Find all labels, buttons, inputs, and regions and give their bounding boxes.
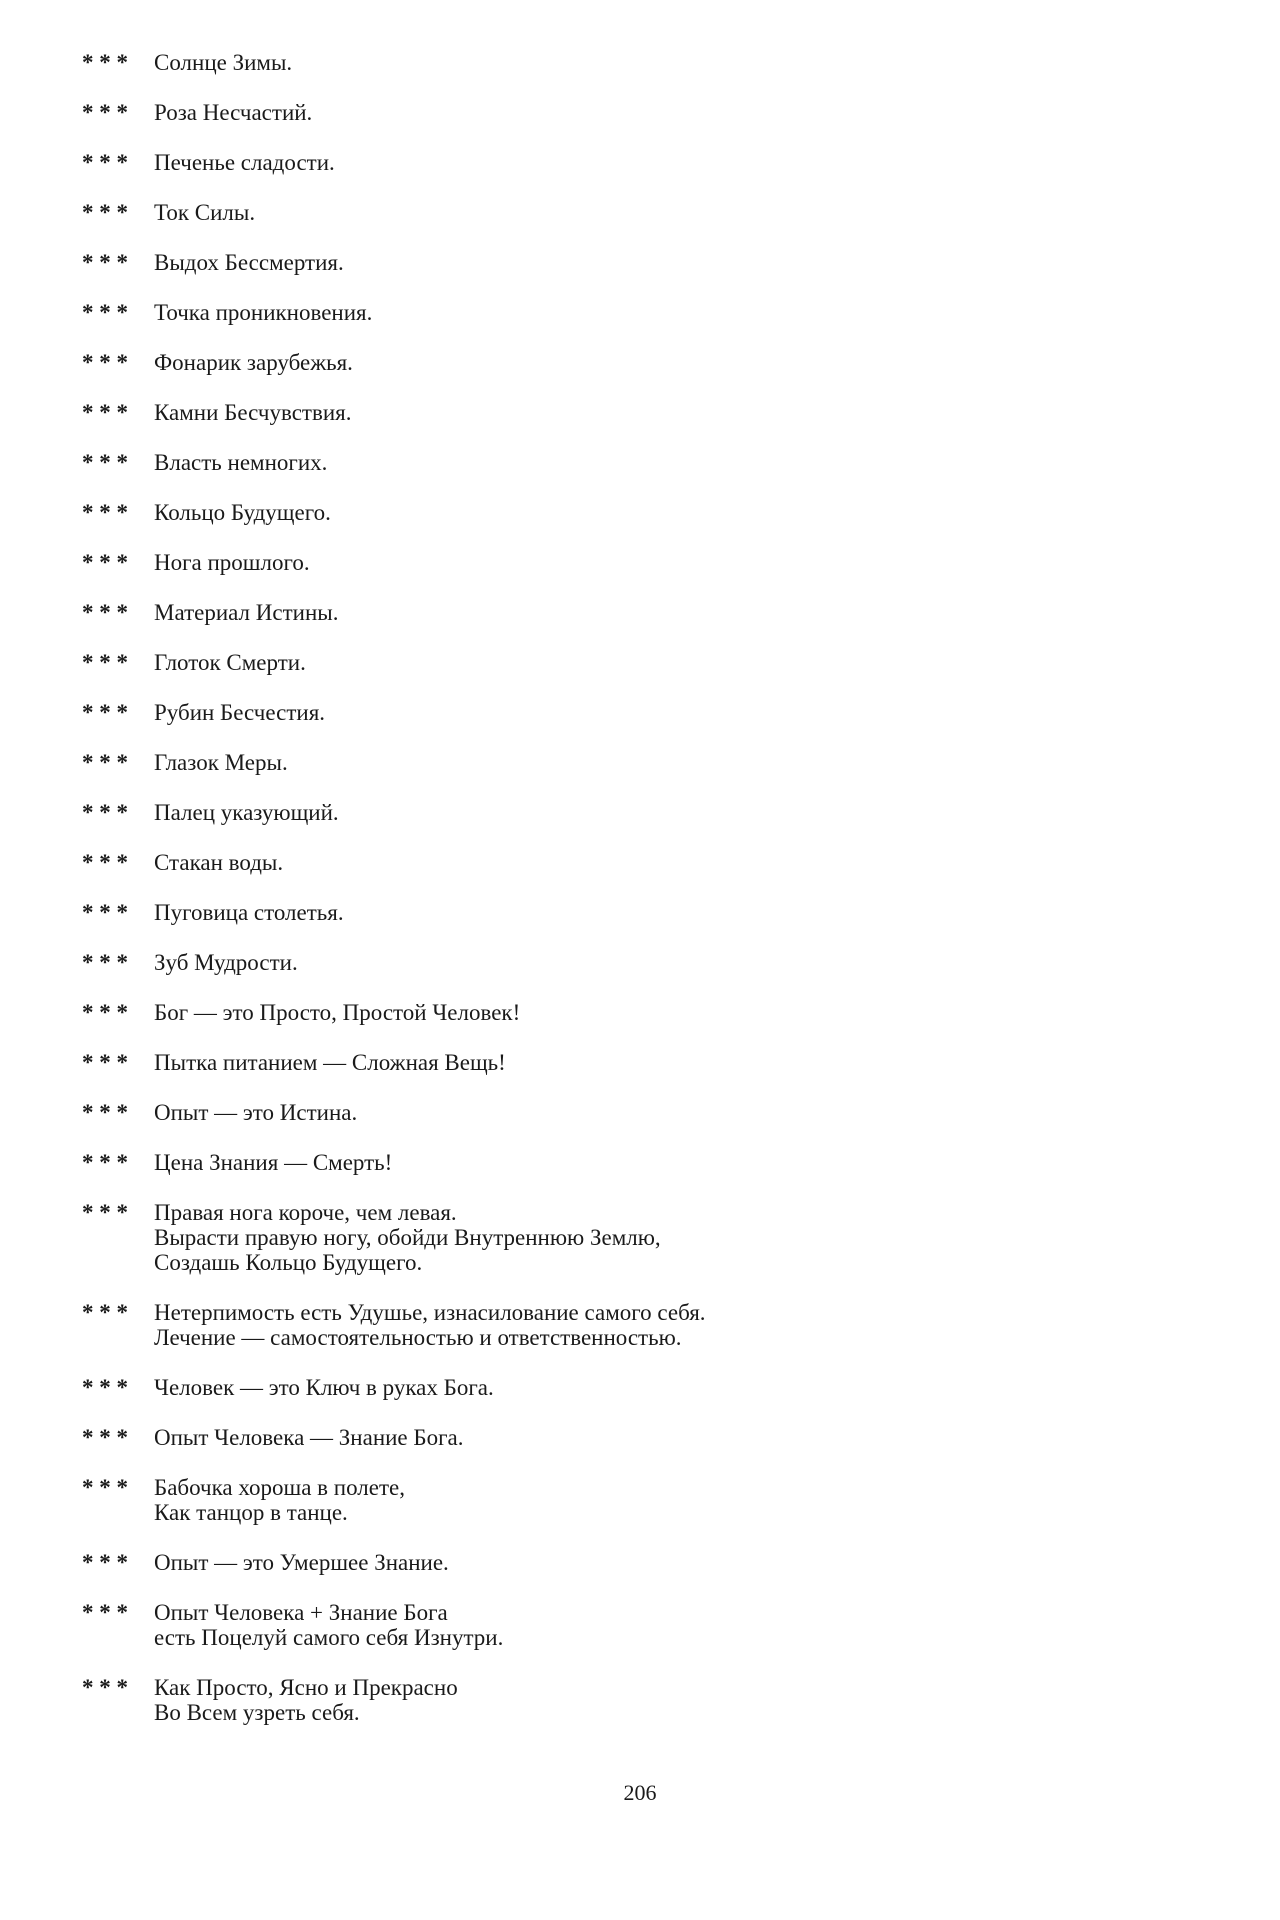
aphorism-line: Бабочка хороша в полете, xyxy=(154,1475,405,1500)
asterisk-marker: * * * xyxy=(82,550,128,575)
aphorism-text xyxy=(154,1200,1182,1275)
aphorism-entry xyxy=(82,300,1182,325)
asterisk-marker: * * * xyxy=(82,400,128,425)
aphorism-line: Зуб Мудрости. xyxy=(154,950,298,975)
aphorism-entry xyxy=(82,1100,1182,1125)
aphorism-entry xyxy=(82,850,1182,875)
aphorism-line: Власть немногих. xyxy=(154,450,328,475)
aphorism-entry xyxy=(82,1475,1182,1525)
aphorism-entry xyxy=(82,350,1182,375)
aphorism-entry xyxy=(82,500,1182,525)
aphorism-entry xyxy=(82,600,1182,625)
aphorism-line: есть Поцелуй самого себя Изнутри. xyxy=(154,1625,504,1650)
aphorism-text xyxy=(154,200,1182,225)
aphorism-text xyxy=(154,1300,1182,1350)
asterisk-marker: * * * xyxy=(82,300,128,325)
asterisk-marker: * * * xyxy=(82,1675,128,1700)
asterisk-marker: * * * xyxy=(82,750,128,775)
asterisk-marker: * * * xyxy=(82,100,128,125)
asterisk-marker: * * * xyxy=(82,800,128,825)
aphorism-text xyxy=(154,900,1182,925)
aphorism-line: Опыт Человека + Знание Бога xyxy=(154,1600,448,1625)
asterisk-marker: * * * xyxy=(82,1550,128,1575)
aphorism-text xyxy=(154,1675,1182,1725)
aphorism-text xyxy=(154,250,1182,275)
asterisk-marker: * * * xyxy=(82,1100,128,1125)
aphorism-text xyxy=(154,600,1182,625)
asterisk-marker: * * * xyxy=(82,1050,128,1075)
aphorism-text xyxy=(154,400,1182,425)
aphorism-line: Опыт — это Умершее Знание. xyxy=(154,1550,449,1575)
aphorism-entry xyxy=(82,1375,1182,1400)
aphorism-entry xyxy=(82,50,1182,75)
aphorism-line: Опыт — это Истина. xyxy=(154,1100,358,1125)
aphorism-entry xyxy=(82,1300,1182,1350)
aphorism-text xyxy=(154,1150,1182,1175)
aphorism-line: Создашь Кольцо Будущего. xyxy=(154,1250,423,1275)
aphorism-line: Правая нога короче, чем левая. xyxy=(154,1200,457,1225)
aphorism-text xyxy=(154,1375,1182,1400)
aphorism-text xyxy=(154,1475,1182,1525)
asterisk-marker: * * * xyxy=(82,950,128,975)
aphorism-line: Лечение — самостоятельностью и ответственностью. xyxy=(154,1325,682,1350)
aphorism-entry xyxy=(82,950,1182,975)
aphorism-text xyxy=(154,350,1182,375)
asterisk-marker: * * * xyxy=(82,600,128,625)
asterisk-marker: * * * xyxy=(82,1150,128,1175)
asterisk-marker: * * * xyxy=(82,200,128,225)
aphorism-line: Цена Знания — Смерть! xyxy=(154,1150,393,1175)
aphorism-entry xyxy=(82,1600,1182,1650)
asterisk-marker: * * * xyxy=(82,850,128,875)
aphorism-line: Кольцо Будущего. xyxy=(154,500,331,525)
asterisk-marker: * * * xyxy=(82,450,128,475)
aphorism-line: Рубин Бесчестия. xyxy=(154,700,326,725)
aphorism-line: Нога прошлого. xyxy=(154,550,310,575)
page-number: 206 xyxy=(623,1780,657,1805)
aphorism-entry xyxy=(82,1200,1182,1275)
aphorism-text xyxy=(154,1425,1182,1450)
aphorism-line: Во Всем узреть себя. xyxy=(154,1700,360,1725)
aphorism-entry xyxy=(82,550,1182,575)
aphorism-text xyxy=(154,650,1182,675)
aphorism-line: Палец указующий. xyxy=(154,800,339,825)
aphorism-entry xyxy=(82,900,1182,925)
aphorism-list xyxy=(82,50,1182,1750)
aphorism-text xyxy=(154,700,1182,725)
aphorism-line: Бог — это Просто, Простой Человек! xyxy=(154,1000,521,1025)
aphorism-line: Глоток Смерти. xyxy=(154,650,306,675)
aphorism-line: Человек — это Ключ в руках Бога. xyxy=(154,1375,494,1400)
aphorism-entry xyxy=(82,650,1182,675)
aphorism-entry xyxy=(82,100,1182,125)
aphorism-line: Нетерпимость есть Удушье, изнасилование самого себя. xyxy=(154,1300,706,1325)
aphorism-entry xyxy=(82,200,1182,225)
aphorism-text xyxy=(154,500,1182,525)
aphorism-line: Как Просто, Ясно и Прекрасно xyxy=(154,1675,458,1700)
aphorism-entry xyxy=(82,1675,1182,1725)
asterisk-marker: * * * xyxy=(82,650,128,675)
aphorism-line: Вырасти правую ногу, обойди Внутреннюю Землю, xyxy=(154,1225,661,1250)
aphorism-entry xyxy=(82,450,1182,475)
asterisk-marker: * * * xyxy=(82,1475,128,1500)
asterisk-marker: * * * xyxy=(82,1200,128,1225)
aphorism-line: Стакан воды. xyxy=(154,850,284,875)
asterisk-marker: * * * xyxy=(82,150,128,175)
asterisk-marker: * * * xyxy=(82,1425,128,1450)
aphorism-line: Опыт Человека — Знание Бога. xyxy=(154,1425,464,1450)
aphorism-text xyxy=(154,1050,1182,1075)
asterisk-marker: * * * xyxy=(82,350,128,375)
aphorism-line: Камни Бесчувствия. xyxy=(154,400,352,425)
asterisk-marker: * * * xyxy=(82,1000,128,1025)
asterisk-marker: * * * xyxy=(82,1600,128,1625)
aphorism-text xyxy=(154,850,1182,875)
aphorism-line: Пытка питанием — Сложная Вещь! xyxy=(154,1050,506,1075)
aphorism-entry xyxy=(82,1000,1182,1025)
asterisk-marker: * * * xyxy=(82,500,128,525)
asterisk-marker: * * * xyxy=(82,1300,128,1325)
aphorism-entry xyxy=(82,1150,1182,1175)
aphorism-text xyxy=(154,1000,1182,1025)
aphorism-text xyxy=(154,950,1182,975)
aphorism-entry xyxy=(82,750,1182,775)
aphorism-text xyxy=(154,450,1182,475)
aphorism-entry xyxy=(82,250,1182,275)
aphorism-line: Пуговица столетья. xyxy=(154,900,344,925)
aphorism-text xyxy=(154,1600,1182,1650)
aphorism-line: Как танцор в танце. xyxy=(154,1500,348,1525)
aphorism-entry xyxy=(82,700,1182,725)
aphorism-entry xyxy=(82,800,1182,825)
aphorism-line: Ток Силы. xyxy=(154,200,256,225)
aphorism-text xyxy=(154,300,1182,325)
aphorism-line: Печенье сладости. xyxy=(154,150,335,175)
aphorism-text xyxy=(154,1100,1182,1125)
aphorism-text xyxy=(154,150,1182,175)
aphorism-entry xyxy=(82,150,1182,175)
aphorism-entry xyxy=(82,1050,1182,1075)
aphorism-line: Солнце Зимы. xyxy=(154,50,293,75)
aphorism-text xyxy=(154,750,1182,775)
aphorism-text xyxy=(154,100,1182,125)
asterisk-marker: * * * xyxy=(82,1375,128,1400)
aphorism-line: Выдох Бессмертия. xyxy=(154,250,344,275)
aphorism-entry xyxy=(82,1550,1182,1575)
aphorism-line: Роза Несчастий. xyxy=(154,100,313,125)
aphorism-line: Фонарик зарубежья. xyxy=(154,350,353,375)
aphorism-text xyxy=(154,1550,1182,1575)
asterisk-marker: * * * xyxy=(82,250,128,275)
aphorism-line: Точка проникновения. xyxy=(154,300,373,325)
asterisk-marker: * * * xyxy=(82,50,128,75)
asterisk-marker: * * * xyxy=(82,900,128,925)
asterisk-marker: * * * xyxy=(82,700,128,725)
aphorism-line: Глазок Меры. xyxy=(154,750,288,775)
aphorism-text xyxy=(154,550,1182,575)
aphorism-text xyxy=(154,800,1182,825)
aphorism-text xyxy=(154,50,1182,75)
aphorism-line: Материал Истины. xyxy=(154,600,339,625)
aphorism-entry xyxy=(82,1425,1182,1450)
aphorism-entry xyxy=(82,400,1182,425)
